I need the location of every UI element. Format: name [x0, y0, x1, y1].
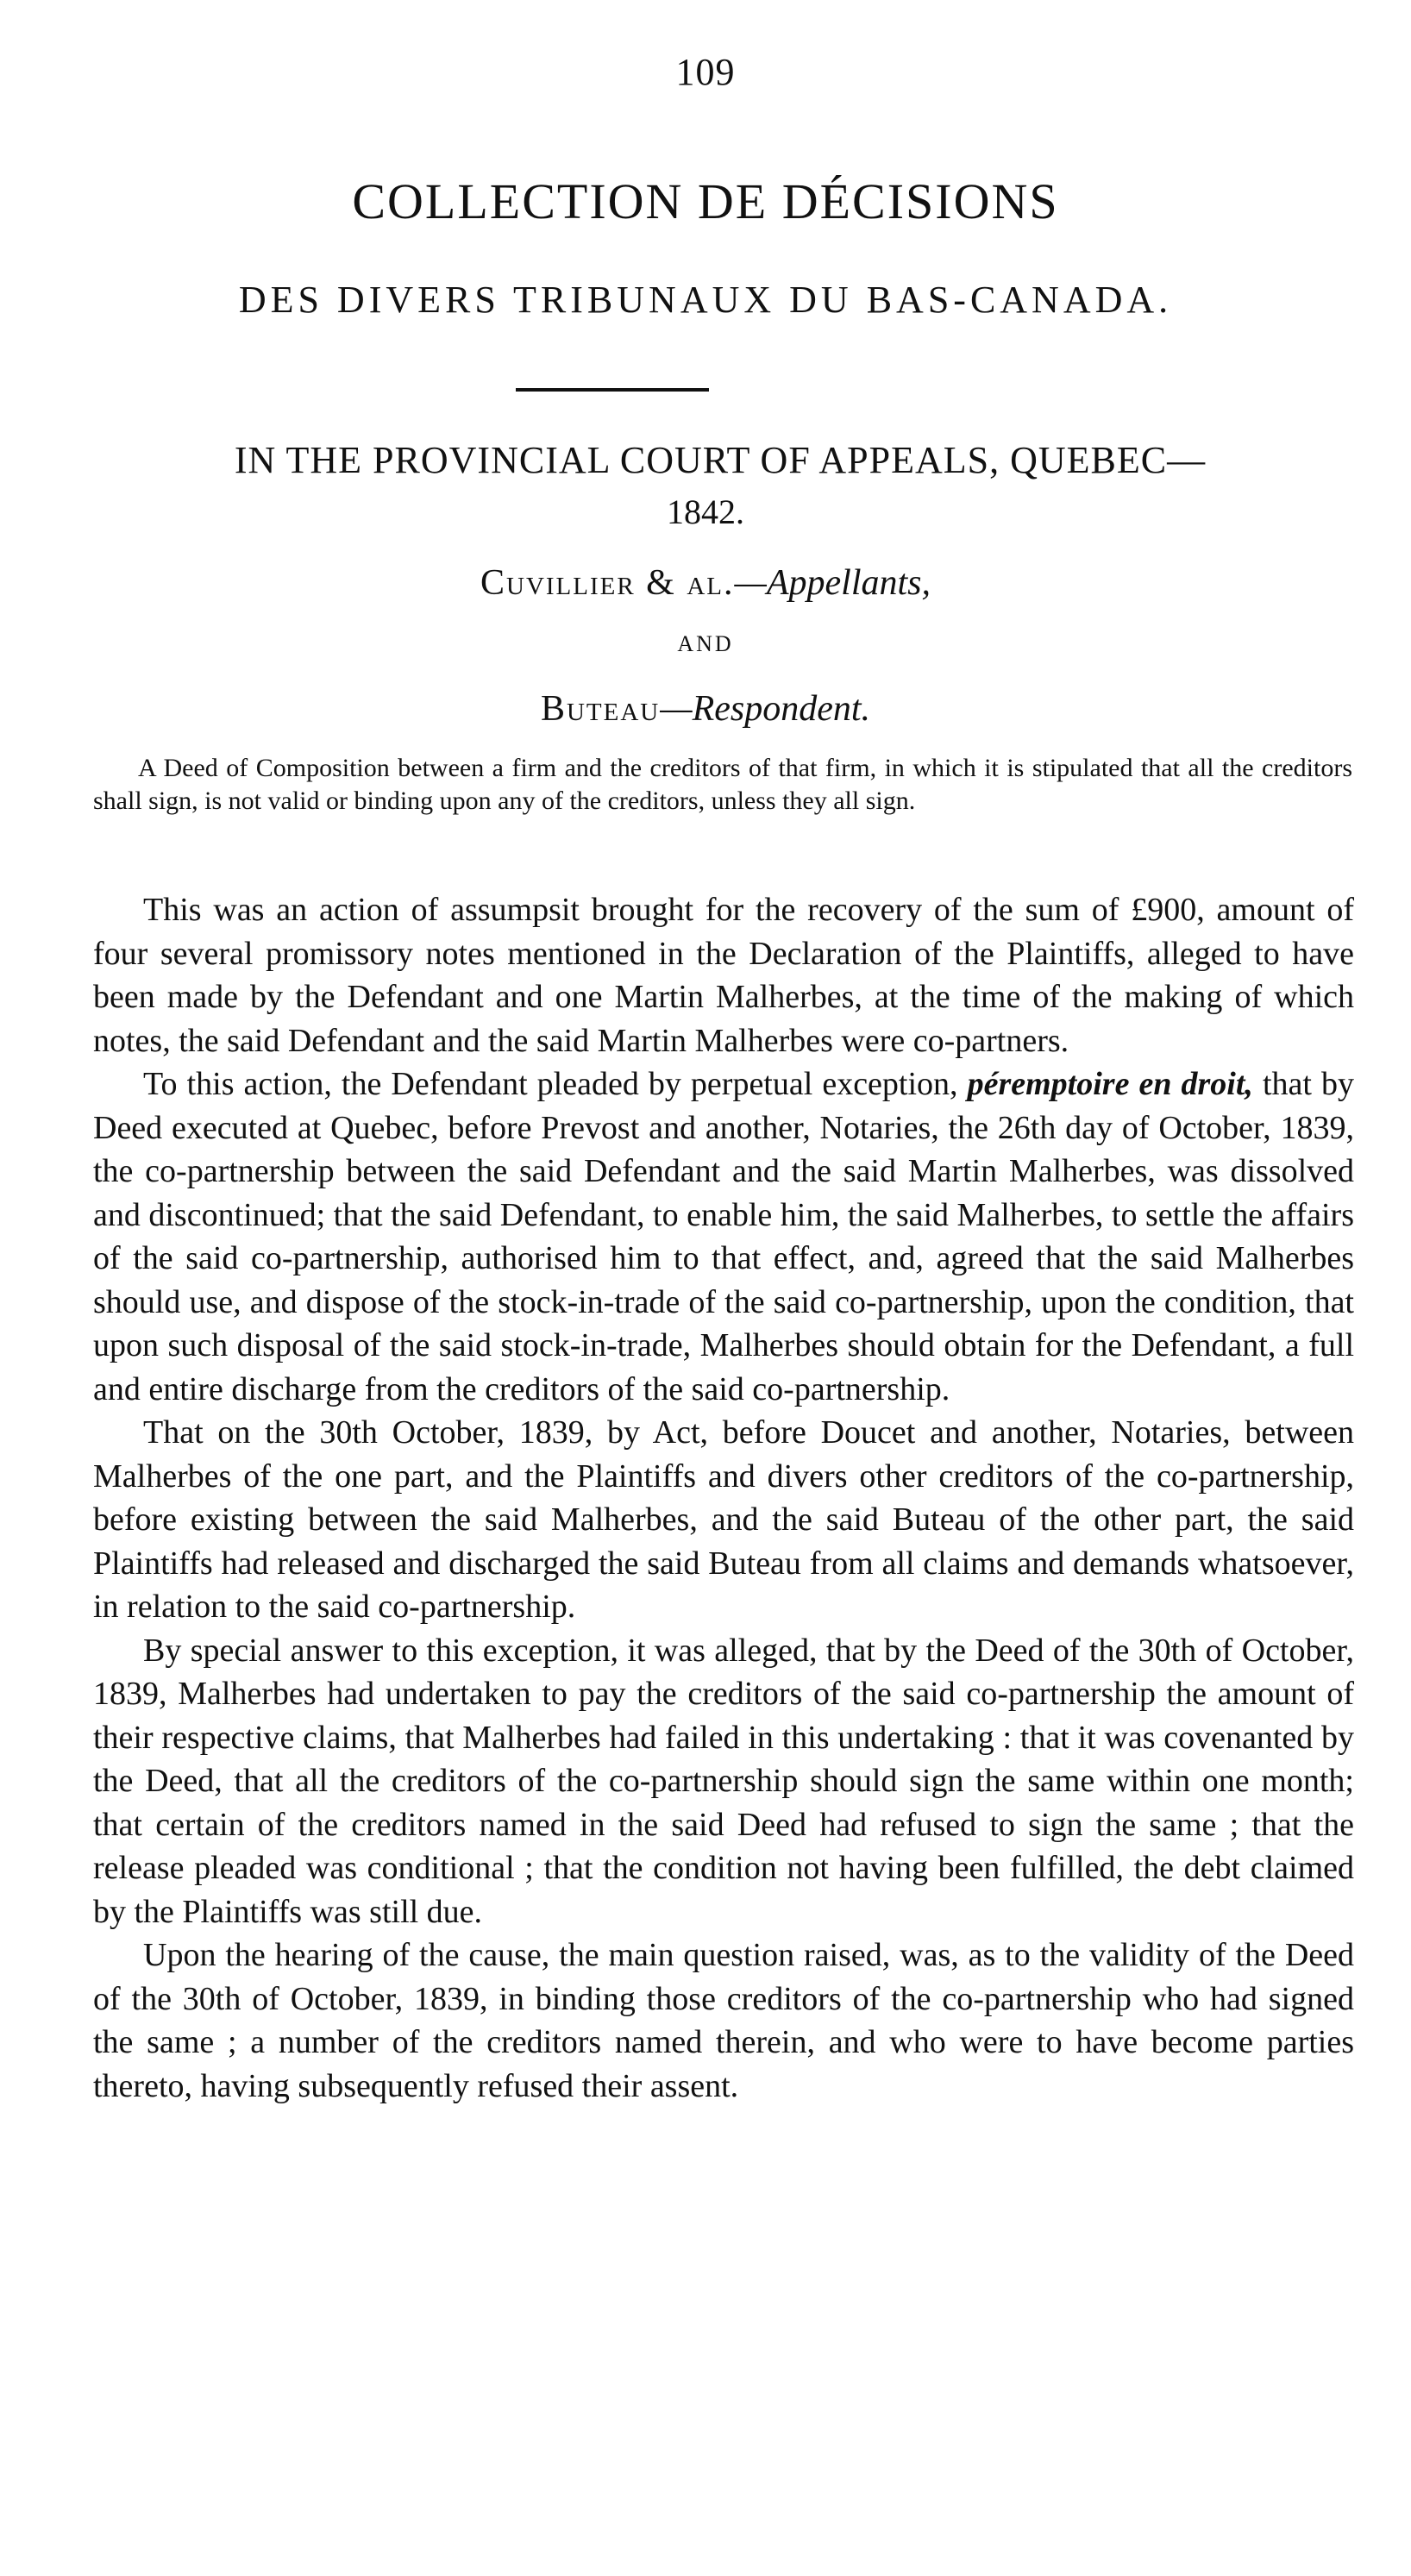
section-divider — [516, 388, 709, 392]
paragraph-1: This was an action of assumpsit brought for the recovery of the sum of £900, amount of four several promissory notes mentioned in the Declaration of the Plaintiffs, alleged to have been made by the Defendant and one Martin Malherbes, at the time of the making of which notes, the said Defendant and the said Martin Malherbes were co-partners. — [93, 892, 1354, 1059]
collection-title: COLLECTION DE DÉCISIONS — [352, 173, 1059, 229]
respondent-role: —Respondent. — [660, 689, 871, 729]
court-heading: IN THE PROVINCIAL COURT OF APPEALS, QUEBEC— — [234, 439, 1207, 481]
paragraph-3: That on the 30th October, 1839, by Act, before Doucet and another, Notaries, between Malherbes of the one part, and the Plaintiffs and divers other creditors of the co-partnership, before existing between the said Malherbes, and the said Buteau of the other part, the said Plaintiffs had released and discharged the said Buteau from all claims and demands whatsoever, in relation to the said co-partnership. — [93, 1414, 1354, 1625]
paragraph-2-latin-phrase: péremptoire en droit, — [967, 1066, 1253, 1102]
paragraph-2 — [93, 1062, 1354, 1411]
collection-subtitle: DES DIVERS TRIBUNAUX DU BAS-CANADA. — [238, 279, 1173, 321]
respondent-line — [0, 688, 1411, 730]
court-year: 1842. — [667, 492, 744, 531]
respondent-name: Buteau — [540, 689, 661, 729]
appellant-name: Cuvillier & al. — [480, 563, 735, 603]
body-text — [93, 888, 1354, 2108]
and-separator: AND — [677, 631, 734, 656]
paragraph-5: Upon the hearing of the cause, the main question raised, was, as to the validity of the Deed of the 30th of October, 1839, in binding those creditors of the co-partnership who had signed the same ; a number of the creditors named therein, and who were to have become parties thereto, having subsequently refused their assent. — [93, 1937, 1354, 2104]
paragraph-4: By special answer to this exception, it was alleged, that by the Deed of the 30th of October, 1839, Malherbes had undertaken to pay the creditors of the said co-partnership the amount of their respective claims, that Malherbes had failed in this undertaking : that it was covenanted by the Deed, that all the creditors of the co-partnership should sign the same within one month; that certain of the creditors named in the said Deed had refused to sign the same ; that the release pleaded was conditional ; that the condition not having been fulfilled, the debt claimed by the Plaintiffs was still due. — [93, 1632, 1354, 1930]
paragraph-2-rest: that by Deed executed at Quebec, before Prevost and another, Notaries, the 26th day of October, 1839, the co-partnership between the said Defendant and the said Martin Malherbes, was dissolved and discontinued; that the said Defendant, to enable him, the said Malherbes, to settle the affairs of the said co-partnership, authorised him to that effect, and, agreed that the said Malherbes should use, and dispose of the stock-in-trade of the said co-partnership, upon the condition, that upon such disposal of the said stock-in-trade, Malherbes should obtain for the Defendant, a full and entire discharge from the creditors of the said co-partnership. — [93, 1066, 1355, 1407]
appellants-line — [0, 562, 1411, 604]
page-number: 109 — [675, 51, 736, 93]
appellant-role: —Appellants, — [734, 563, 931, 603]
headnote: A Deed of Composition between a firm and the creditors of that firm, in which it is stipulated that all the creditors shall sign, is not valid or binding upon any of the creditors, unless they all sign. — [93, 754, 1352, 815]
paragraph-2-start: To this action, the Defendant pleaded by perpetual exception, — [143, 1066, 958, 1102]
